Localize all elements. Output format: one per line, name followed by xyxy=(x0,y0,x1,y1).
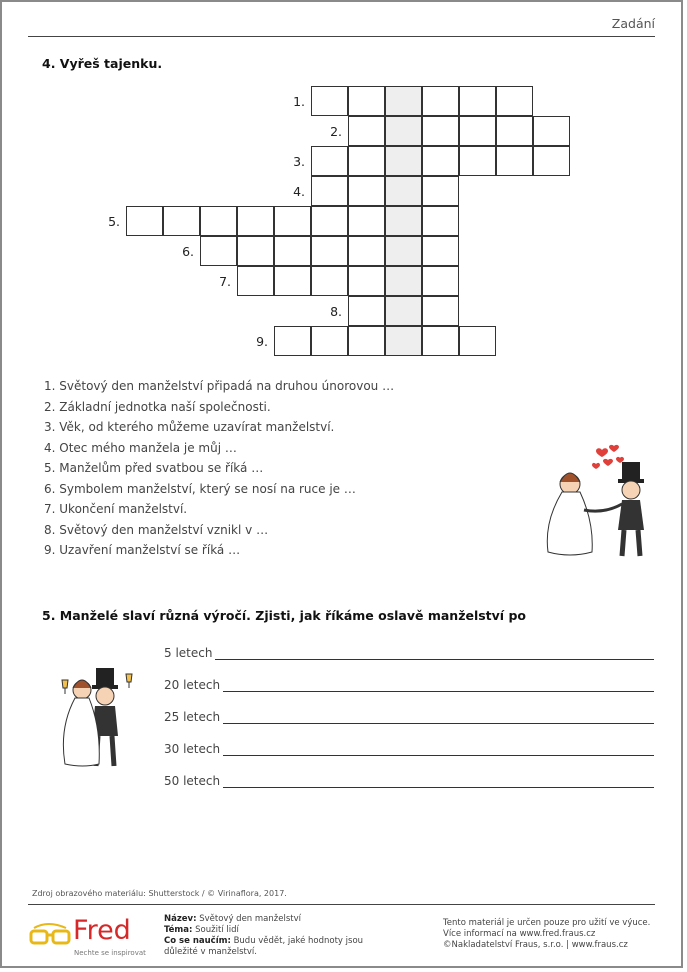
meta-topic: Téma: Soužití lidí xyxy=(164,925,239,935)
meta-learning-goal: Co se naučím: Budu vědět, jaké hodnoty jsou důležité v manželství. xyxy=(164,936,364,957)
crossword-cell[interactable] xyxy=(422,296,459,326)
crossword-cell[interactable] xyxy=(459,116,496,146)
crossword-cell[interactable] xyxy=(533,146,570,176)
crossword-cell[interactable] xyxy=(311,146,348,176)
anniversary-answer-line[interactable] xyxy=(223,711,654,724)
header-divider xyxy=(28,36,655,37)
anniversary-answer-line[interactable] xyxy=(223,743,654,756)
crossword-cell[interactable] xyxy=(200,236,237,266)
clue-item: 1. Světový den manželství připadá na druhou únorovou … xyxy=(44,379,395,393)
anniversary-row xyxy=(164,742,654,756)
crossword-cell[interactable] xyxy=(459,326,496,356)
crossword-cell[interactable] xyxy=(496,86,533,116)
fred-logo xyxy=(28,912,148,962)
meta-title: Název: Světový den manželství xyxy=(164,914,301,924)
crossword-cell[interactable] xyxy=(348,86,385,116)
legal-line-usage: Tento materiál je určen pouze pro užití ve výuce. xyxy=(443,918,651,928)
crossword-cell[interactable] xyxy=(422,206,459,236)
crossword-secret-cell[interactable] xyxy=(385,116,422,146)
crossword-cell[interactable] xyxy=(533,116,570,146)
crossword-cell[interactable] xyxy=(422,176,459,206)
crossword-secret-cell[interactable] xyxy=(385,296,422,326)
crossword-row-number: 8. xyxy=(330,304,342,319)
clue-item: 8. Světový den manželství vznikl v … xyxy=(44,522,269,537)
crossword-cell[interactable] xyxy=(311,266,348,296)
crossword-cell[interactable] xyxy=(311,176,348,206)
crossword-cell[interactable] xyxy=(496,146,533,176)
legal-notice xyxy=(443,918,650,951)
anniversary-row xyxy=(164,678,654,692)
anniversary-label: 30 letech xyxy=(164,742,221,756)
crossword-cell[interactable] xyxy=(237,206,274,236)
crossword-cell[interactable] xyxy=(422,266,459,296)
crossword-cell[interactable] xyxy=(348,116,385,146)
clue-list xyxy=(44,376,394,561)
crossword-cell[interactable] xyxy=(422,326,459,356)
legal-line-info: Více informací na www.fred.fraus.cz xyxy=(443,929,596,939)
crossword-cell[interactable] xyxy=(200,206,237,236)
image-source-credit: Zdroj obrazového materiálu: Shutterstock / © Virinaflora, 2017. xyxy=(32,889,287,898)
crossword-cell[interactable] xyxy=(348,206,385,236)
crossword-secret-cell[interactable] xyxy=(385,236,422,266)
footer-divider xyxy=(28,904,655,905)
anniversary-answer-line[interactable] xyxy=(215,647,654,660)
clue-item: 4. Otec mého manžela je můj … xyxy=(44,440,237,455)
crossword-cell[interactable] xyxy=(459,146,496,176)
crossword-cell[interactable] xyxy=(348,236,385,266)
legal-line-copyright: ©Nakladatelství Fraus, s.r.o. | www.fraus.cz xyxy=(443,940,628,950)
crossword-cell[interactable] xyxy=(422,146,459,176)
crossword-cell[interactable] xyxy=(311,236,348,266)
clue-item: 6. Symbolem manželství, který se nosí na ruce je … xyxy=(44,481,356,496)
crossword-cell[interactable] xyxy=(422,236,459,266)
crossword-cell[interactable] xyxy=(237,236,274,266)
clue-item: 7. Ukončení manželství. xyxy=(44,502,188,516)
crossword-row-number: 1. xyxy=(293,94,305,109)
crossword-cell[interactable] xyxy=(163,206,200,236)
clue-item: 5. Manželům před svatbou se říká … xyxy=(44,461,264,475)
clue-item: 2. Základní jednotka naší společnosti. xyxy=(44,399,271,414)
anniversary-answer-line[interactable] xyxy=(223,679,654,692)
crossword-row-number: 7. xyxy=(219,274,231,289)
anniversary-label: 25 letech xyxy=(164,710,221,724)
crossword-secret-cell[interactable] xyxy=(385,266,422,296)
crossword-cell[interactable] xyxy=(274,206,311,236)
crossword-row-number: 9. xyxy=(256,334,268,349)
crossword-cell[interactable] xyxy=(422,86,459,116)
clue-item: 3. Věk, od kterého můžeme uzavírat manželství. xyxy=(44,420,335,434)
task5-title: 5. Manželé slaví různá výročí. Zjisti, jak říkáme oslavě manželství po xyxy=(42,608,526,623)
anniversary-label: 50 letech xyxy=(164,774,221,788)
crossword-secret-cell[interactable] xyxy=(385,326,422,356)
crossword-cell[interactable] xyxy=(348,266,385,296)
toasting-couple-illustration xyxy=(50,662,142,770)
crossword-cell[interactable] xyxy=(274,236,311,266)
header-label: Zadání xyxy=(611,16,655,31)
crossword-cell[interactable] xyxy=(237,266,274,296)
crossword-cell[interactable] xyxy=(311,326,348,356)
wedding-couple-hearts-illustration xyxy=(540,442,658,560)
task4-title: 4. Vyřeš tajenku. xyxy=(42,56,163,71)
glasses-logo-icon xyxy=(28,918,72,952)
crossword-secret-cell[interactable] xyxy=(385,206,422,236)
crossword-secret-cell[interactable] xyxy=(385,146,422,176)
anniversary-label: 20 letech xyxy=(164,678,221,692)
crossword-cell[interactable] xyxy=(348,326,385,356)
logo-wordmark: Fred xyxy=(73,915,131,946)
crossword-row-number: 2. xyxy=(330,124,342,139)
crossword-row-number: 5. xyxy=(108,214,120,229)
crossword-secret-cell[interactable] xyxy=(385,86,422,116)
crossword-cell[interactable] xyxy=(274,326,311,356)
crossword-row-number: 6. xyxy=(182,244,194,259)
crossword-cell[interactable] xyxy=(274,266,311,296)
crossword-cell[interactable] xyxy=(311,86,348,116)
anniversary-row xyxy=(164,710,654,724)
crossword-cell[interactable] xyxy=(422,116,459,146)
crossword-cell[interactable] xyxy=(126,206,163,236)
crossword-cell[interactable] xyxy=(348,176,385,206)
crossword-cell[interactable] xyxy=(496,116,533,146)
crossword-cell[interactable] xyxy=(459,86,496,116)
logo-tagline: Nechte se inspirovat xyxy=(74,949,146,957)
anniversary-answer-line[interactable] xyxy=(223,775,654,788)
anniversary-label: 5 letech xyxy=(164,646,213,660)
clue-item: 9. Uzavření manželství se říká … xyxy=(44,543,241,557)
anniversary-row xyxy=(164,646,654,660)
crossword-cell[interactable] xyxy=(348,146,385,176)
crossword-row-number: 3. xyxy=(293,154,305,169)
anniversary-row xyxy=(164,774,654,788)
worksheet-meta xyxy=(164,914,394,958)
crossword-row-number: 4. xyxy=(293,184,305,199)
crossword-secret-cell[interactable] xyxy=(385,176,422,206)
crossword-cell[interactable] xyxy=(311,206,348,236)
crossword-cell[interactable] xyxy=(348,296,385,326)
